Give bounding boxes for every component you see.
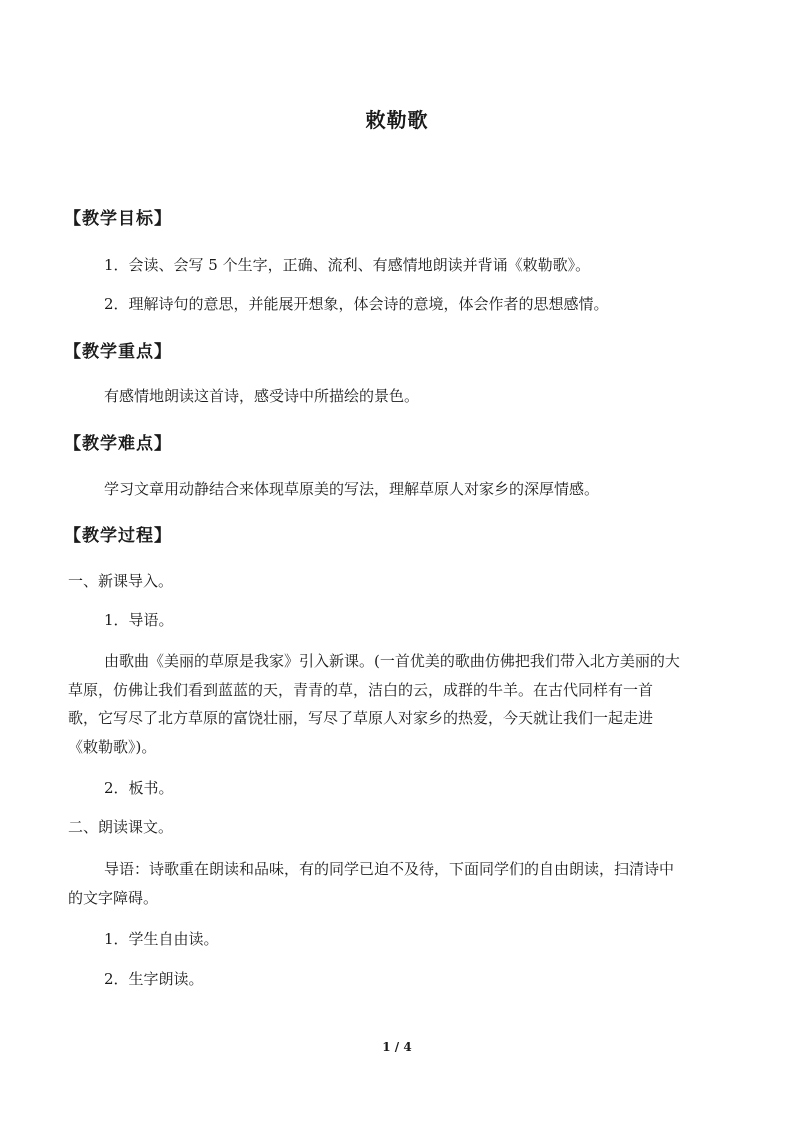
heading-key-points: 【教学重点】 <box>64 342 172 362</box>
process-step-1-title: 一、新课导入。 <box>68 572 174 590</box>
process-step-2-paragraph <box>68 855 734 912</box>
paragraph-line: 草原，仿佛让我们看到蓝蓝的天，青青的草，洁白的云，成群的牛羊。在古代同样有一首 <box>68 680 654 699</box>
paragraph-line: 《敕勒歌》)。 <box>68 737 157 756</box>
process-step-2-title: 二、朗读课文。 <box>68 818 174 836</box>
difficulties-text: 学习文章用动静结合来体现草原美的写法，理解草原人对家乡的深厚情感。 <box>104 480 600 498</box>
heading-process: 【教学过程】 <box>64 526 172 546</box>
objective-item-1: 1．会读、会写 5 个生字，正确、流利、有感情地朗读并背诵《敕勒歌》。 <box>104 256 591 274</box>
process-step-2-item-2: 2．生字朗读。 <box>104 970 204 988</box>
paragraph-line: 由歌曲《美丽的草原是我家》引入新课。(一首优美的歌曲仿佛把我们带入北方美丽的大 <box>104 652 680 670</box>
process-step-1-item-2: 2．板书。 <box>104 779 174 797</box>
paragraph-line: 的文字障碍。 <box>68 888 159 907</box>
heading-objectives: 【教学目标】 <box>64 209 172 229</box>
process-step-1-item-1: 1．导语。 <box>104 611 174 629</box>
document-title: 敕勒歌 <box>365 108 429 132</box>
paragraph-line: 歌，它写尽了北方草原的富饶壮丽，写尽了草原人对家乡的热爱，今天就让我们一起走进 <box>68 709 654 727</box>
key-points-text: 有感情地朗读这首诗，感受诗中所描绘的景色。 <box>104 387 420 405</box>
page-number: 1 / 4 <box>382 1040 412 1054</box>
heading-difficulties: 【教学难点】 <box>64 434 172 454</box>
objective-item-2: 2．理解诗句的意思，并能展开想象，体会诗的意境，体会作者的思想感情。 <box>104 295 609 313</box>
paragraph-line: 导语：诗歌重在朗读和品味，有的同学已迫不及待，下面同学们的自由朗读，扫清诗中 <box>104 860 675 878</box>
process-step-1-paragraph <box>68 647 734 761</box>
process-step-2-item-1: 1．学生自由读。 <box>104 930 219 948</box>
